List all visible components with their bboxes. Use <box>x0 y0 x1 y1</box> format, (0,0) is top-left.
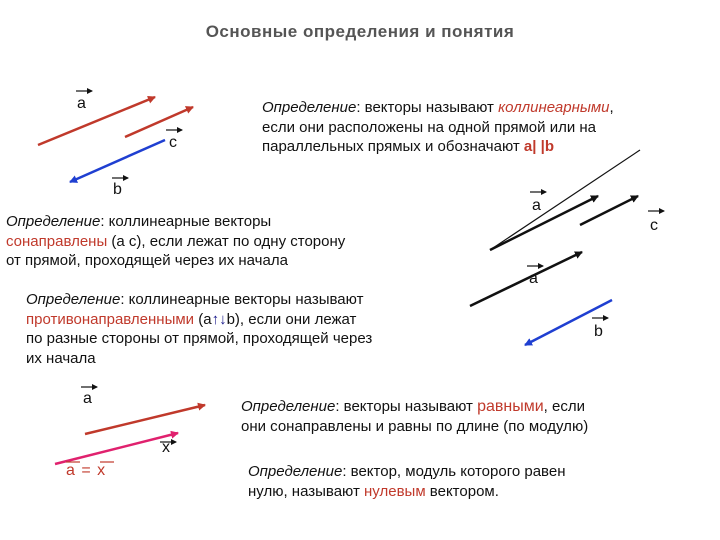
keyword-zero: нулевым <box>364 482 426 500</box>
vector-a-opposite <box>470 252 582 306</box>
vector-x-equal <box>55 433 178 464</box>
label-c1: c <box>169 134 177 151</box>
label-a1: a <box>77 95 86 112</box>
notation-parallel: | | <box>532 138 545 155</box>
notation-a: a <box>523 138 533 155</box>
definition-zero: Определение: вектор, модуль которого равен нулю, называют нулевым вектором. <box>248 463 566 500</box>
label-c2: c <box>650 217 658 234</box>
label-a3: a <box>529 270 538 287</box>
definition-collinear <box>262 98 712 157</box>
label-b3: b <box>594 323 603 340</box>
definition-lead: Определение <box>262 99 357 116</box>
guide-line-codirected <box>490 150 640 250</box>
label-a4: a <box>83 390 92 407</box>
definition-collinear-line2: если они расположены на одной прямой или на <box>262 118 596 136</box>
keyword-codirected: сонаправлены <box>6 232 108 250</box>
equality-notation: a = x <box>66 462 107 479</box>
keyword-opposite: противонаправленными <box>26 310 195 328</box>
keyword-equal: равными <box>477 398 544 415</box>
definition-collinear-line1: Определение: векторы называют коллинеарными, <box>262 99 614 116</box>
definition-collinear-line3: параллельных прямых и обозначают a| |b <box>262 138 554 155</box>
vector-a-equal <box>85 405 205 434</box>
vector-b-collinear <box>70 140 165 182</box>
definition-equal: Определение: векторы называют равными, если они сонаправлены и равны по длине (по модулю) <box>241 398 589 435</box>
vector-c-collinear <box>125 107 193 137</box>
label-b1: b <box>113 181 122 198</box>
notation-b: b <box>544 138 554 155</box>
opposite-symbol: ↑↓ <box>211 310 227 328</box>
page-title: Основные определения и понятия <box>205 22 515 41</box>
vector-a-collinear <box>38 97 155 145</box>
definition-codirected: Определение: коллинеарные векторы сонаправлены (a c), если лежат по одну сторону от прямой, проходящей через их начала <box>6 213 346 269</box>
label-x4: x <box>162 439 170 456</box>
keyword-collinear: коллинеарными <box>498 99 610 116</box>
label-a2: a <box>532 197 541 214</box>
definition-opposite: Определение: коллинеарные векторы называют противонаправленными (a↑↓b), если они лежат по разные стороны от прямой, проходящей через их начала <box>26 291 373 367</box>
